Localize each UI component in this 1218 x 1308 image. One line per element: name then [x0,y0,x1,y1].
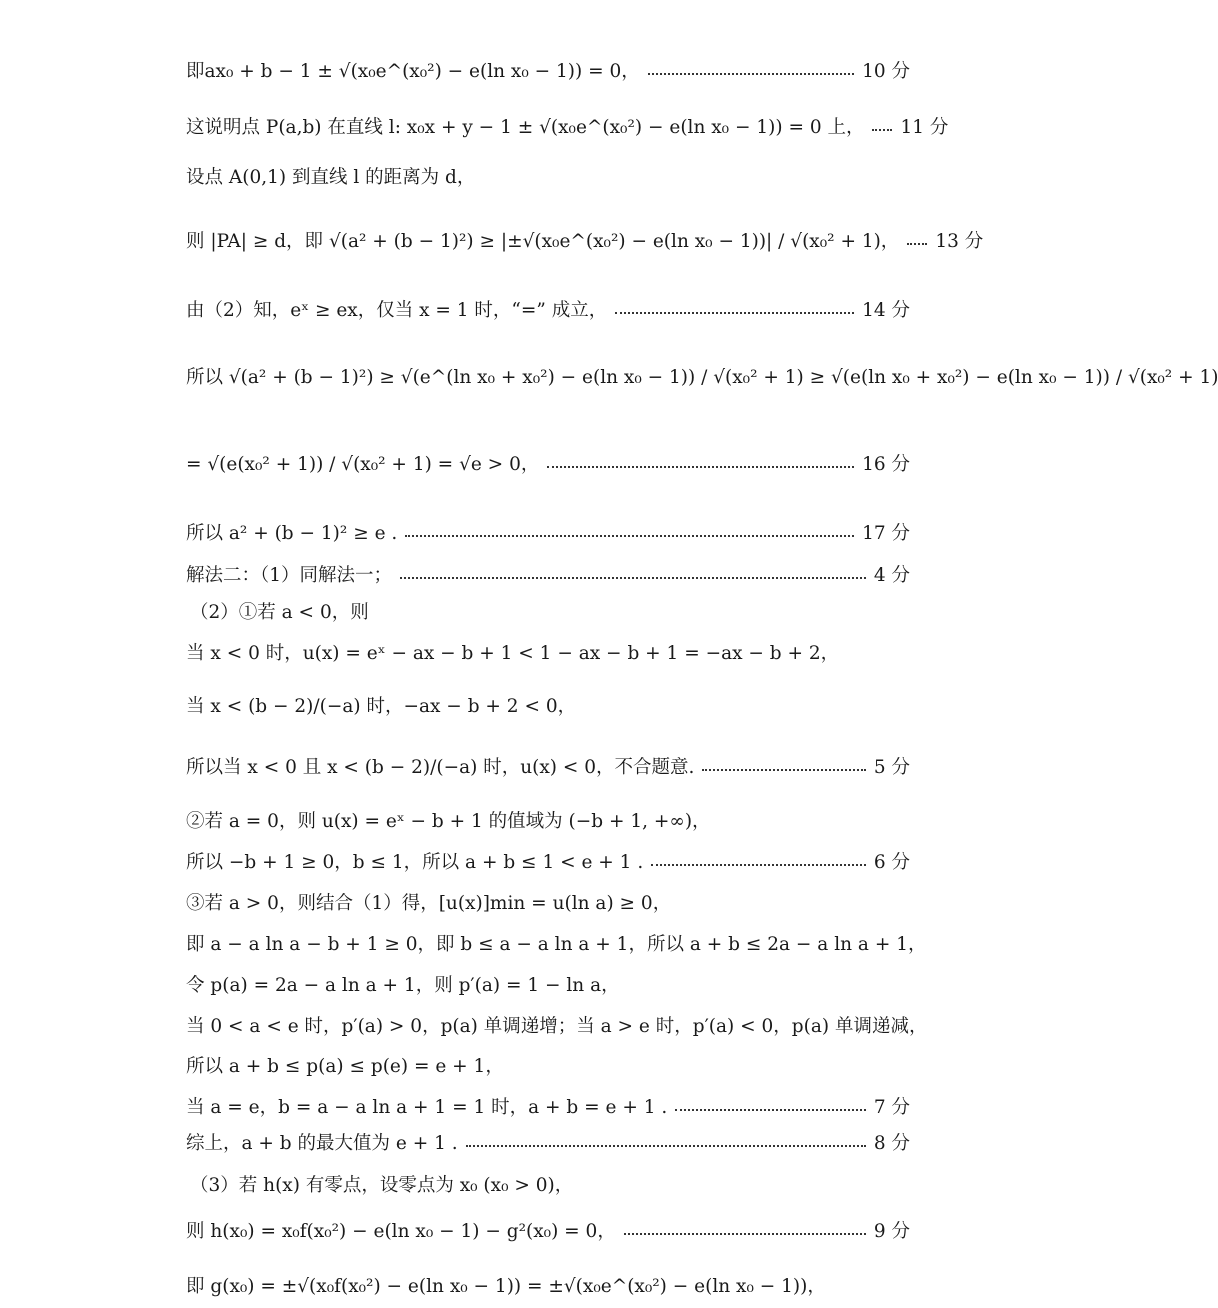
solution-line [186,889,910,915]
solution-line-text: 所以当 x < 0 且 x < (b − 2)/(−a) 时，u(x) < 0，不合题意. [186,757,695,778]
solution-line [186,753,910,779]
solution-line-text: = √(e(x₀² + 1)) / √(x₀² + 1) = √e > 0， [186,454,540,475]
score-label: 9 分 [873,1221,910,1242]
solution-line-text: ②若 a = 0，则 u(x) = eˣ − b + 1 的值域为 (−b + 1, +∞)， [186,811,711,832]
solution-line-text: （3）若 h(x) 有零点，设零点为 x₀ (x₀ > 0)， [190,1175,574,1196]
solution-line-text: 当 x < 0 时，u(x) = eˣ − ax − b + 1 < 1 − ax − b + 1 = −ax − b + 2， [186,643,840,664]
solution-line-text: 这说明点 P(a,b) 在直线 l: x₀x + y − 1 ± √(x₀e^(x₀²) − e(ln x₀ − 1)) = 0 上， [186,117,865,138]
dotted-leader [400,577,866,579]
solution-line-text: 令 p(a) = 2a − a ln a + 1，则 p′(a) = 1 − ln a， [186,975,620,996]
dotted-leader [651,864,866,866]
solution-line-text: 即 g(x₀) = ±√(x₀f(x₀²) − e(ln x₀ − 1)) = ±√(x₀e^(x₀²) − e(ln x₀ − 1))， [186,1276,826,1297]
solution-line-text: （2）①若 a < 0，则 [190,602,369,623]
score-label: 6 分 [873,852,910,873]
solution-line-text: 所以 a + b ≤ p(a) ≤ p(e) = e + 1， [186,1056,504,1077]
solution-line [186,57,910,83]
dotted-leader [675,1109,866,1111]
dotted-leader [624,1233,866,1235]
solution-line [186,930,927,956]
solution-line-text: 则 |PA| ≥ d，即 √(a² + (b − 1)²) ≥ |±√(x₀e^(x₀²) − e(ln x₀ − 1))| / √(x₀² + 1)， [186,231,900,252]
solution-line [186,113,949,139]
score-label: 11 分 [900,117,949,138]
solution-line-text: 当 a = e，b = a − a ln a + 1 = 1 时，a + b = e + 1 . [186,1097,668,1118]
dotted-leader [648,73,854,75]
solution-line-text: 由（2）知，eˣ ≥ ex，仅当 x = 1 时，“=” 成立， [186,300,608,321]
solution-line-text: 则 h(x₀) = x₀f(x₀²) − e(ln x₀ − 1) − g²(x₀) = 0， [186,1221,616,1242]
solution-line [186,971,910,997]
solution-line [186,1129,910,1155]
solution-line [186,561,910,587]
dotted-leader [405,535,854,537]
solution-line-text: 解法二：（1）同解法一； [186,565,393,586]
score-label: 7 分 [873,1097,910,1118]
score-label: 8 分 [873,1133,910,1154]
solution-line [186,639,910,665]
solution-line [186,296,910,322]
solution-line-text: 所以 −b + 1 ≥ 0，b ≤ 1，所以 a + b ≤ 1 < e + 1 . [186,852,644,873]
solution-line [186,1272,910,1298]
solution-line [186,692,910,718]
dotted-leader [872,129,892,131]
solution-line-text: 所以 a² + (b − 1)² ≥ e . [186,523,398,544]
solution-line-text: 设点 A(0,1) 到直线 l 的距离为 d， [186,167,476,188]
solution-line [190,598,914,624]
solution-line [186,1093,910,1119]
solution-line [186,1052,910,1078]
score-label: 14 分 [862,300,910,321]
solution-line [190,1171,914,1197]
score-label: 13 分 [935,231,984,252]
dotted-leader [466,1145,866,1147]
solution-line [186,163,910,189]
solution-line-text: 所以 √(a² + (b − 1)²) ≥ √(e^(ln x₀ + x₀²) − e(ln x₀ − 1)) / √(x₀² + 1) ≥ √(e(ln x₀ + x₀²) − e(ln x₀ − 1)) / √(x₀² + 1) [186,367,1218,388]
score-label: 17 分 [862,523,910,544]
score-label: 10 分 [862,61,910,82]
solution-line-text: ③若 a > 0，则结合（1）得，[u(x)]min = u(ln a) ≥ 0， [186,893,672,914]
solution-line-text: 当 0 < a < e 时，p′(a) > 0，p(a) 单调递增；当 a > e 时，p′(a) < 0，p(a) 单调递减， [186,1016,928,1037]
solution-line-text: 综上，a + b 的最大值为 e + 1 . [186,1133,458,1154]
score-label: 4 分 [873,565,910,586]
solution-line [186,450,910,476]
solution-line [186,227,984,253]
solution-line [186,363,1218,389]
score-label: 16 分 [862,454,910,475]
solution-line [186,807,910,833]
score-label: 5 分 [873,757,910,778]
dotted-leader [907,243,927,245]
solution-line [186,1012,928,1038]
solution-line-text: 即ax₀ + b − 1 ± √(x₀e^(x₀²) − e(ln x₀ − 1)) = 0， [186,61,640,82]
dotted-leader [547,466,854,468]
dotted-leader [615,312,854,314]
solution-line [186,1217,910,1243]
solution-line [186,519,910,545]
solution-line-text: 即 a − a ln a − b + 1 ≥ 0，即 b ≤ a − a ln a + 1，所以 a + b ≤ 2a − a ln a + 1， [186,934,927,955]
dotted-leader [702,769,865,771]
solution-line-text: 当 x < (b − 2)/(−a) 时，−ax − b + 2 < 0， [186,696,577,717]
solution-line [186,848,910,874]
